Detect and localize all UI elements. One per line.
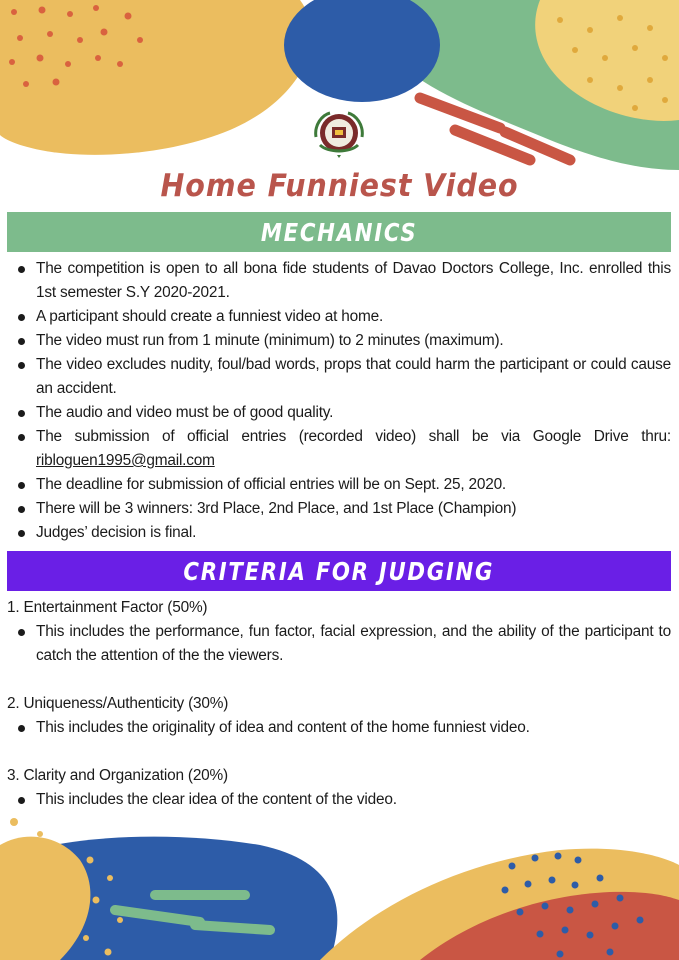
email-link[interactable]: ribloguen1995@gmail.com (36, 452, 215, 469)
mechanics-list (7, 257, 671, 545)
page-title: Home Funniest Video (160, 168, 519, 204)
list-item: The deadline for submission of official entries will be on Sept. 25, 2020. (7, 473, 671, 497)
list-item: The video excludes nudity, foul/bad words, props that could harm the participant or could cause an accident. (7, 353, 671, 401)
criteria-label: 1. Entertainment Factor (50%) (7, 599, 208, 616)
list-item: There will be 3 winners: 3rd Place, 2nd Place, and 1st Place (Champion) (7, 497, 671, 521)
criteria-detail-list (7, 620, 671, 668)
criteria-item (7, 596, 671, 668)
yellow-blob-top-left (0, 0, 312, 155)
criteria-label: 3. Clarity and Organization (20%) (7, 767, 228, 784)
list-item-submission (7, 425, 671, 473)
criteria-detail: This includes the clear idea of the content of the video. (7, 788, 671, 812)
mechanics-heading: MECHANICS (260, 217, 418, 247)
criteria-detail: This includes the originality of idea and content of the home funniest video. (7, 716, 671, 740)
criteria-item (7, 692, 671, 740)
criteria-item (7, 764, 671, 812)
list-item: A participant should create a funniest video at home. (7, 305, 671, 329)
criteria-label: 2. Uniqueness/Authenticity (30%) (7, 695, 229, 712)
college-seal-icon (310, 109, 368, 159)
blue-blob-top (284, 0, 440, 102)
criteria-heading: CRITERIA FOR JUDGING (183, 556, 495, 586)
criteria-detail: This includes the performance, fun factor, facial expression, and the ability of the participant to catch the attention of the the viewers. (7, 620, 671, 668)
criteria-detail-list (7, 788, 671, 812)
list-item: The competition is open to all bona fide students of Davao Doctors College, Inc. enrolled this 1st semester S.Y 2020-2021. (7, 257, 671, 305)
criteria-banner (7, 551, 671, 591)
mechanics-banner (7, 212, 671, 252)
criteria-section (7, 596, 671, 836)
list-item: The audio and video must be of good quality. (7, 401, 671, 425)
list-item: Judges’ decision is final. (7, 521, 671, 545)
list-item: The video must run from 1 minute (minimum) to 2 minutes (maximum). (7, 329, 671, 353)
submission-text: The submission of official entries (recorded video) shall be via Google Drive thru: (36, 428, 671, 445)
criteria-detail-list (7, 716, 671, 740)
